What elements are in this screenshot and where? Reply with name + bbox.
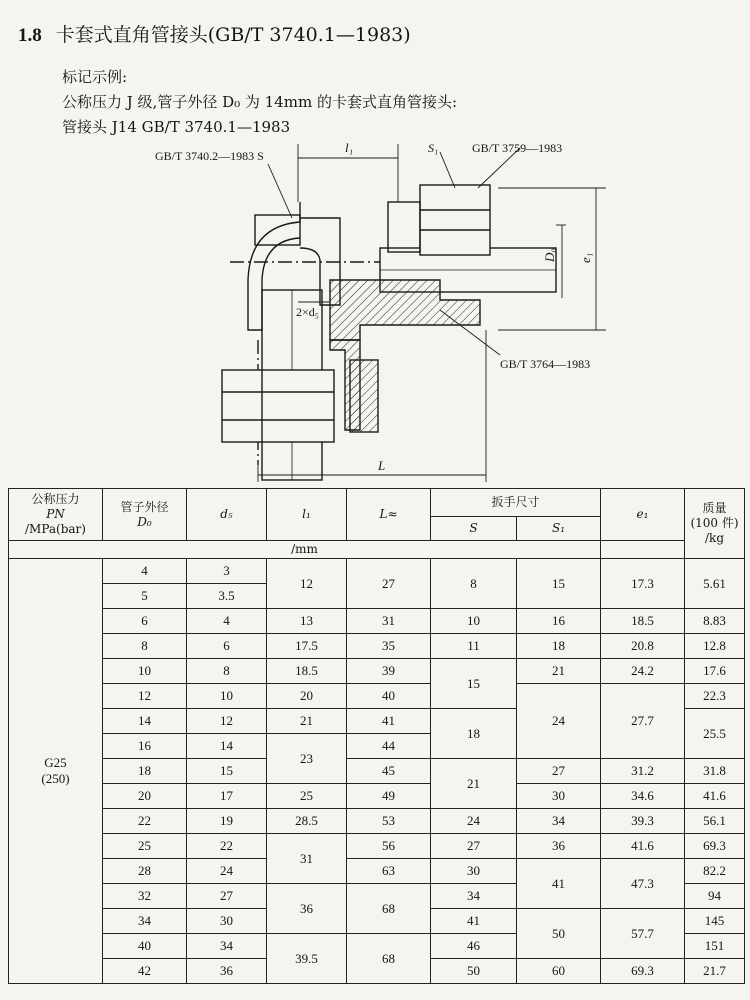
table-row bbox=[9, 684, 745, 709]
table-row bbox=[9, 859, 745, 884]
cell-l1: 36 bbox=[267, 884, 347, 934]
cell-mass: 56.1 bbox=[685, 809, 745, 834]
cell-L: 63 bbox=[347, 859, 431, 884]
callout-std-ring: GB/T 3764—1983 bbox=[500, 357, 591, 371]
cell-d5: 22 bbox=[187, 834, 267, 859]
cell-d0: 25 bbox=[103, 834, 187, 859]
cell-L: 41 bbox=[347, 709, 431, 734]
header-wrench: 扳手尺寸 bbox=[431, 489, 601, 517]
header-e1: e₁ bbox=[601, 489, 685, 541]
cell-d5: 14 bbox=[187, 734, 267, 759]
cell-d5: 30 bbox=[187, 909, 267, 934]
cell-d5: 4 bbox=[187, 609, 267, 634]
cell-d0: 12 bbox=[103, 684, 187, 709]
table-row bbox=[9, 834, 745, 859]
header-l1: l₁ bbox=[267, 489, 347, 541]
cell-S: 15 bbox=[431, 659, 517, 709]
dim-L: L bbox=[378, 458, 386, 473]
table-row bbox=[9, 784, 745, 809]
cell-d0: 14 bbox=[103, 709, 187, 734]
table-row bbox=[9, 659, 745, 684]
cell-d0: 18 bbox=[103, 759, 187, 784]
header-d5: d₅ bbox=[187, 489, 267, 541]
cell-l1: 18.5 bbox=[267, 659, 347, 684]
dimension-table bbox=[8, 488, 745, 984]
cell-mass: 22.3 bbox=[685, 684, 745, 709]
cell-e1: 34.6 bbox=[601, 784, 685, 809]
cell-S: 24 bbox=[431, 809, 517, 834]
union-nut-s1 bbox=[420, 185, 490, 255]
cell-d0: 4 bbox=[103, 559, 187, 584]
cell-mass: 69.3 bbox=[685, 834, 745, 859]
cell-e1: 27.7 bbox=[601, 684, 685, 759]
cell-d0: 28 bbox=[103, 859, 187, 884]
cell-d5: 10 bbox=[187, 684, 267, 709]
cell-L: 68 bbox=[347, 884, 431, 934]
cell-S: 50 bbox=[431, 959, 517, 984]
cell-S: 41 bbox=[431, 909, 517, 934]
cell-L: 44 bbox=[347, 734, 431, 759]
dim-d0: D₀ bbox=[542, 248, 557, 262]
cell-mass: 145 bbox=[685, 909, 745, 934]
cell-l1: 31 bbox=[267, 834, 347, 884]
header-S1: S₁ bbox=[517, 517, 601, 541]
cell-e1: 47.3 bbox=[601, 859, 685, 909]
cell-S1: 30 bbox=[517, 784, 601, 809]
cell-S: 11 bbox=[431, 634, 517, 659]
cell-l1: 25 bbox=[267, 784, 347, 809]
cell-L: 31 bbox=[347, 609, 431, 634]
cell-d5: 19 bbox=[187, 809, 267, 834]
table-row bbox=[9, 634, 745, 659]
cell-L: 68 bbox=[347, 934, 431, 984]
header-S: S bbox=[431, 517, 517, 541]
cell-S: 18 bbox=[431, 709, 517, 759]
cell-l1: 13 bbox=[267, 609, 347, 634]
cell-l1: 21 bbox=[267, 709, 347, 734]
cell-L: 53 bbox=[347, 809, 431, 834]
cell-l1: 28.5 bbox=[267, 809, 347, 834]
cell-e1: 39.3 bbox=[601, 809, 685, 834]
cell-L: 49 bbox=[347, 784, 431, 809]
lower-nut-s bbox=[222, 370, 334, 442]
cell-mass: 94 bbox=[685, 884, 745, 909]
cell-e1: 41.6 bbox=[601, 834, 685, 859]
header-mass: 质量 (100 件) /kg bbox=[685, 489, 745, 559]
cell-l1: 17.5 bbox=[267, 634, 347, 659]
callout-s1: S₁ bbox=[428, 141, 439, 155]
marking-example-description: 公称压力 J 级,管子外径 D₀ 为 14mm 的卡套式直角管接头: bbox=[62, 93, 458, 111]
cell-mass: 17.6 bbox=[685, 659, 745, 684]
cell-e1: 31.2 bbox=[601, 759, 685, 784]
cell-e1: 17.3 bbox=[601, 559, 685, 609]
cell-d5: 6 bbox=[187, 634, 267, 659]
cell-L: 40 bbox=[347, 684, 431, 709]
cell-mass: 5.61 bbox=[685, 559, 745, 609]
cell-mass: 12.8 bbox=[685, 634, 745, 659]
cell-S1: 16 bbox=[517, 609, 601, 634]
cell-S: 27 bbox=[431, 834, 517, 859]
vertical-nut-hatch bbox=[350, 360, 378, 432]
cell-L: 35 bbox=[347, 634, 431, 659]
cell-e1: 57.7 bbox=[601, 909, 685, 959]
header-unit: /mm bbox=[9, 541, 601, 559]
cell-S1: 34 bbox=[517, 809, 601, 834]
cell-S: 46 bbox=[431, 934, 517, 959]
cell-d5: 27 bbox=[187, 884, 267, 909]
cell-S1: 36 bbox=[517, 834, 601, 859]
cell-mass: 31.8 bbox=[685, 759, 745, 784]
table-row bbox=[9, 609, 745, 634]
marking-example-label: 标记示例: bbox=[62, 68, 128, 86]
dim-e1: e₁ bbox=[578, 252, 593, 263]
dim-l1: l₁ bbox=[345, 140, 354, 155]
cell-S1: 50 bbox=[517, 909, 601, 959]
cell-d0: 8 bbox=[103, 634, 187, 659]
cell-mass: 82.2 bbox=[685, 859, 745, 884]
cell-d0: 32 bbox=[103, 884, 187, 909]
cell-d5: 3 bbox=[187, 559, 267, 584]
cell-S1: 27 bbox=[517, 759, 601, 784]
cell-d5: 8 bbox=[187, 659, 267, 684]
cell-d5: 36 bbox=[187, 959, 267, 984]
cell-S1: 15 bbox=[517, 559, 601, 609]
cell-d0: 5 bbox=[103, 584, 187, 609]
cell-d5: 15 bbox=[187, 759, 267, 784]
callout-std-nut: GB/T 3759—1983 bbox=[472, 141, 563, 155]
cell-S: 34 bbox=[431, 884, 517, 909]
cell-mass: 25.5 bbox=[685, 709, 745, 759]
dim-d5: 2×d₅ bbox=[296, 305, 319, 319]
cell-d0: 16 bbox=[103, 734, 187, 759]
cell-S1: 18 bbox=[517, 634, 601, 659]
cell-l1: 23 bbox=[267, 734, 347, 784]
table-row bbox=[9, 559, 745, 584]
section-number: 1.8 bbox=[18, 25, 42, 46]
ferrule-top bbox=[388, 202, 420, 252]
cell-l1: 12 bbox=[267, 559, 347, 609]
cell-L: 27 bbox=[347, 559, 431, 609]
cell-mass: 8.83 bbox=[685, 609, 745, 634]
cell-e1: 20.8 bbox=[601, 634, 685, 659]
cell-d0: 22 bbox=[103, 809, 187, 834]
cell-L: 39 bbox=[347, 659, 431, 684]
cell-L: 56 bbox=[347, 834, 431, 859]
cell-L: 45 bbox=[347, 759, 431, 784]
header-pn: 公称压力 PN /MPa(bar) bbox=[9, 489, 103, 541]
cell-d0: 6 bbox=[103, 609, 187, 634]
cell-S: 30 bbox=[431, 859, 517, 884]
cell-d5: 17 bbox=[187, 784, 267, 809]
cell-l1: 39.5 bbox=[267, 934, 347, 984]
table-row bbox=[9, 759, 745, 784]
section-title: 卡套式直角管接头(GB/T 3740.1—1983) bbox=[55, 24, 411, 46]
cell-d0: 20 bbox=[103, 784, 187, 809]
cell-e1: 69.3 bbox=[601, 959, 685, 984]
cell-d5: 34 bbox=[187, 934, 267, 959]
table-row bbox=[9, 809, 745, 834]
marking-example-designation: 管接头 J14 GB/T 3740.1—1983 bbox=[62, 118, 291, 136]
body-flange-top bbox=[255, 215, 300, 245]
cell-S1: 24 bbox=[517, 684, 601, 759]
cell-e1: 24.2 bbox=[601, 659, 685, 684]
cell-S1: 21 bbox=[517, 659, 601, 684]
cell-mass: 151 bbox=[685, 934, 745, 959]
callout-std-body: GB/T 3740.2—1983 S bbox=[155, 149, 264, 163]
cell-S1: 41 bbox=[517, 859, 601, 909]
cell-d5: 12 bbox=[187, 709, 267, 734]
header-L: L≈ bbox=[347, 489, 431, 541]
cell-mass: 41.6 bbox=[685, 784, 745, 809]
cell-d0: 40 bbox=[103, 934, 187, 959]
cell-S: 8 bbox=[431, 559, 517, 609]
cell-S: 10 bbox=[431, 609, 517, 634]
cell-d0: 34 bbox=[103, 909, 187, 934]
cell-mass: 21.7 bbox=[685, 959, 745, 984]
cell-S1: 60 bbox=[517, 959, 601, 984]
cell-l1: 20 bbox=[267, 684, 347, 709]
cell-d5: 24 bbox=[187, 859, 267, 884]
cell-pn: G25 (250) bbox=[9, 559, 103, 984]
cell-d0: 10 bbox=[103, 659, 187, 684]
fitting-drawing bbox=[0, 130, 750, 490]
cell-S: 21 bbox=[431, 759, 517, 809]
header-d0: 管子外径 D₀ bbox=[103, 489, 187, 541]
cell-e1: 18.5 bbox=[601, 609, 685, 634]
cell-d5: 3.5 bbox=[187, 584, 267, 609]
cell-d0: 42 bbox=[103, 959, 187, 984]
section-heading bbox=[18, 20, 411, 47]
